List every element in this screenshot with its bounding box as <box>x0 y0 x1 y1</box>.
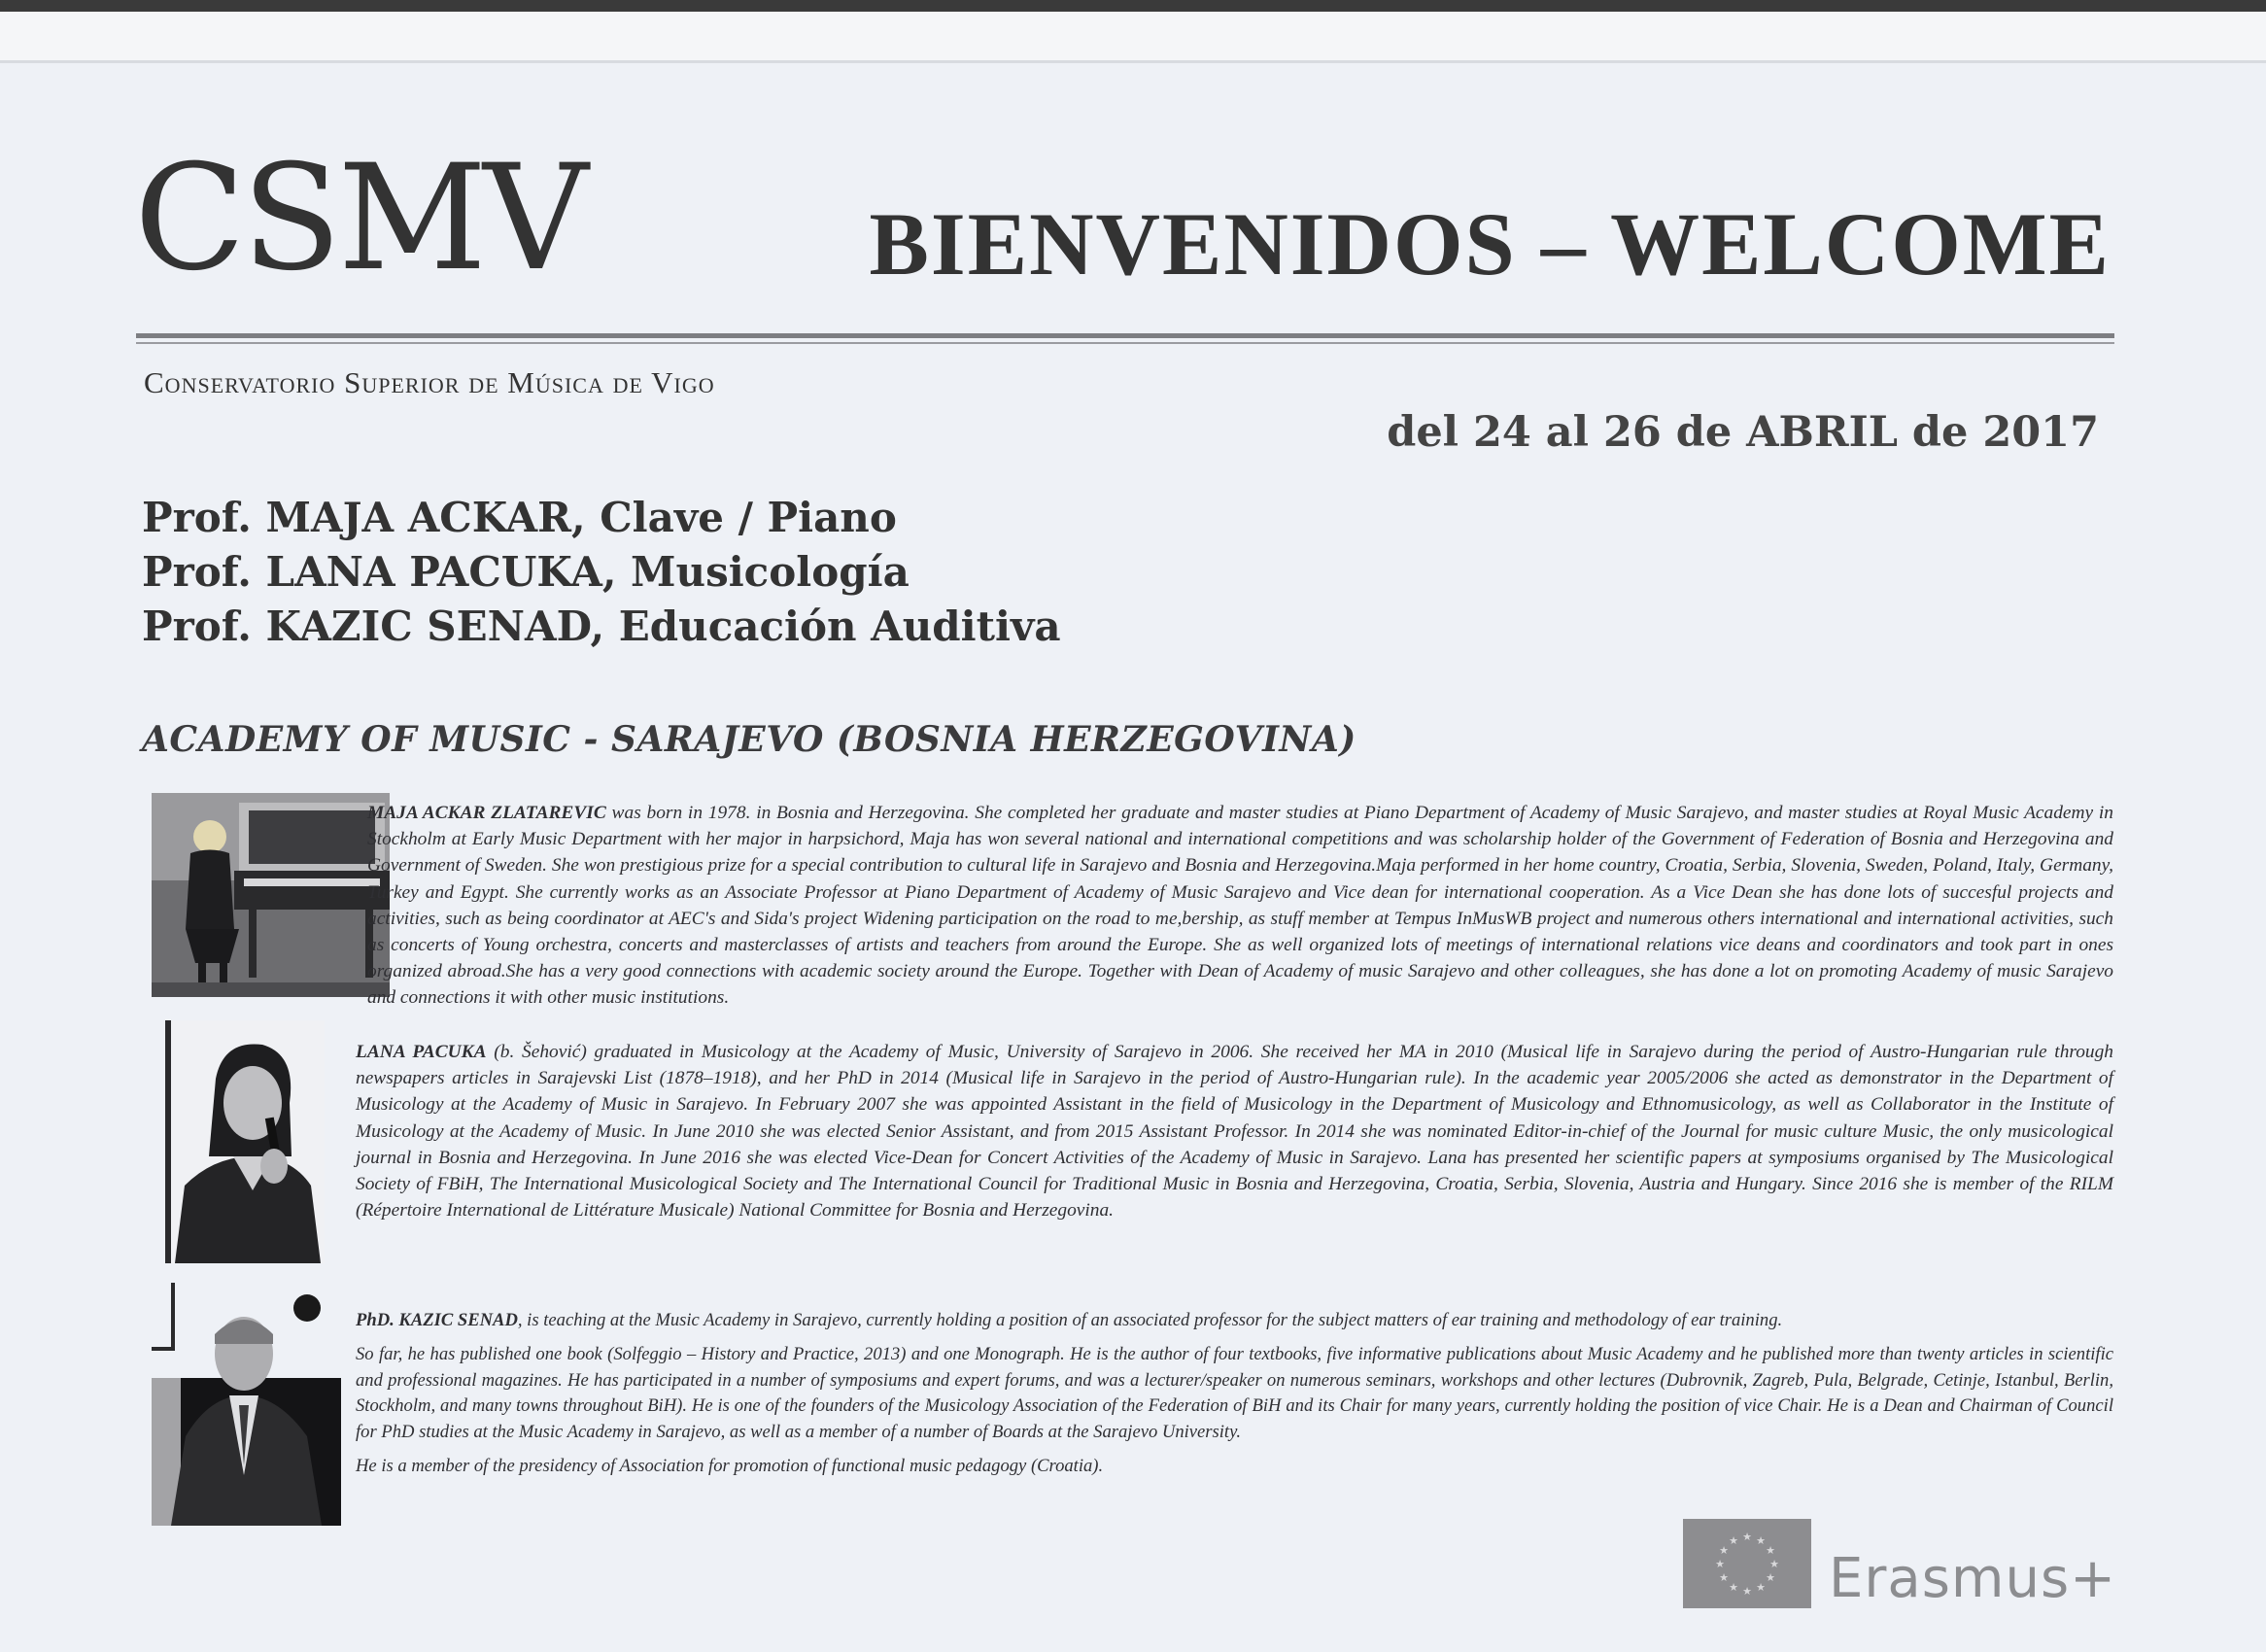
maja-bio <box>367 800 2113 1012</box>
bio-text: was born in 1978. in Bosnia and Herzegovina. She completed her graduate and master studies at Piano Department of Academy of Music Sarajevo, and master studies at Royal Music Academy in Stockholm at Early Music Department with her major in harpsichord, Maja has won several national and international competitions and was scholarship holder of the Government of Federation of Bosnia and Herzegovina and Government of Sweden. She won prestigious prize for a special contribution to cultural life in Sarajevo and Bosnia and Herzegovina.Maja performed in her home country, Croatia, Serbia, Slovenia, Sweden, Poland, Italy, Germany, Turkey and Egypt. She currently works as an Associate Professor at Piano Department of Academy of Music Sarajevo and Vice dean for international cooperation. As a Vice Dean she has done lots of succesful projects and activities, such as being coordinator at AEC's and Sida's project Widening participation on the road to me,bership, as stuff member at Tempus InMusWB project and numerous others international and international activities, such as concerts of Young orchestra, concerts and masterclasses of artists and teachers from around the Europe. She as well organized lots of meetings of international relations vice deans and coordinators and took part in ones organized abroad.She has a very good connections with academic society around the Europe. Together with Dean of Academy of music Sarajevo and other colleagues, she has done a lot on promoting Academy of music Sarajevo and connections it with other music institutions. <box>367 803 2113 1009</box>
academy-heading: ACADEMY OF MUSIC - SARAJEVO (BOSNIA HERZEGOVINA) <box>142 719 1356 760</box>
svg-text:★: ★ <box>1756 1534 1766 1547</box>
institution-name: Conservatorio Superior de Música de Vigo <box>144 365 715 399</box>
csmv-logo <box>134 134 585 303</box>
professor-item: Prof. LANA PACUKA, Musicología <box>142 548 910 596</box>
eu-flag-icon <box>1683 1519 1811 1608</box>
svg-text:★: ★ <box>1756 1581 1766 1594</box>
lana-bio <box>356 1039 2113 1223</box>
svg-text:★: ★ <box>1715 1558 1725 1570</box>
bio-text: (b. Šehović) graduated in Musicology at the Academy of Music, University of Sarajevo in 2006. She received her MA in 2010 (Musical life in Sarajevo during the period of Austro-Hungarian rule through newspapers articles in Sarajevski List (1878–1918), and her PhD in 2014 (Musical life in Sarajevo in the period of Austro-Hungarian rule). In the academic year 2005/2006 she acted as demonstrator in the Department of Musicology at the Academy of Music in Sarajevo. In February 2007 she was appointed Assistant in the field of Musicology in the Department of Musicology and Ethnomusicology, as well as Collaborator in the Institute of Musicology at the Academy of Music. In June 2010 she was elected Senior Assistant, and from 2015 Assistant Professor. In 2014 she was nominated Editor-in-chief of the Journal for music culture Music, the only musicological journal in Bosnia and Herzegovina. In June 2016 she was elected Vice-Dean for Concert Activities of the Academy of Music in Sarajevo. Lana has presented her scientific papers at symposiums organised by The Musicological Society of FBiH, The International Musicological Society and The International Council for Traditional Music in Bosnia and Herzegovina, Croatia, Serbia, Slovenia, Austria and Hungary. Since 2016 she is member of the RILM (Répertoire International de Littérature Musicale) National Committee for Bosnia and Herzegovina. <box>356 1042 2113 1222</box>
scan-top-edge <box>0 0 2266 63</box>
professor-list <box>142 491 1061 654</box>
svg-text:★: ★ <box>1766 1544 1775 1557</box>
erasmus-text: Erasmus+ <box>1829 1547 2117 1610</box>
svg-text:★: ★ <box>1719 1544 1729 1557</box>
header-divider-thin <box>136 342 2114 344</box>
svg-text:★: ★ <box>1729 1534 1738 1547</box>
bio-paragraph <box>356 1308 2113 1333</box>
svg-text:★: ★ <box>1742 1585 1752 1598</box>
maja-photo <box>152 793 390 997</box>
kazic-bio <box>356 1308 2113 1488</box>
bio-name: LANA PACUKA <box>356 1042 487 1062</box>
logo-text: CSMV <box>134 134 585 303</box>
erasmus-logo <box>1683 1519 2117 1610</box>
event-dates: del 24 al 26 de ABRIL de 2017 <box>1387 408 2099 457</box>
bio-paragraph: He is a member of the presidency of Association for promotion of functional music pedagogy (Croatia). <box>356 1456 1104 1477</box>
svg-text:★: ★ <box>1766 1571 1775 1584</box>
professor-item: Prof. KAZIC SENAD, Educación Auditiva <box>142 602 1061 650</box>
welcome-title: BIENVENIDOS – WELCOME <box>869 194 2111 293</box>
header-divider <box>136 333 2114 338</box>
professor-item: Prof. MAJA ACKAR, Clave / Piano <box>142 494 897 541</box>
bio-name: MAJA ACKAR ZLATAREVIC <box>367 803 606 823</box>
svg-text:★: ★ <box>1769 1558 1779 1570</box>
lana-photo <box>165 1020 325 1263</box>
bio-name: PhD. KAZIC SENAD <box>356 1310 518 1330</box>
svg-text:★: ★ <box>1742 1531 1752 1543</box>
svg-text:★: ★ <box>1719 1571 1729 1584</box>
bio-paragraph: So far, he has published one book (Solfeggio – History and Practice, 2013) and one Monograph. He is the author of four textbooks, five informative publications about Music Academy and he published more than twenty articles in scientific and professional magazines. He has participated in a number of symposiums and expert forums, and was a lecturer/speaker on numerous seminars, workshops and other lectures (Dubrovnik, Zagreb, Pula, Belgrade, Cetinje, Istanbul, Berlin, Stockholm, and many towns throughout BiH). He is one of the founders of the Musicology Association of the Federation of BiH and its Chair for many years, currently holding the position of vice Chair. He is a Dean and Chairman of Council for PhD studies at the Music Academy in Sarajevo, as well as a member of a number of Boards at the Sarajevo University. <box>356 1344 2113 1442</box>
kazic-photo <box>152 1281 341 1526</box>
bio-text: , is teaching at the Music Academy in Sarajevo, currently holding a position of an associated professor for the subject matters of ear training and methodology of ear training. <box>517 1310 1783 1330</box>
svg-text:★: ★ <box>1729 1581 1738 1594</box>
